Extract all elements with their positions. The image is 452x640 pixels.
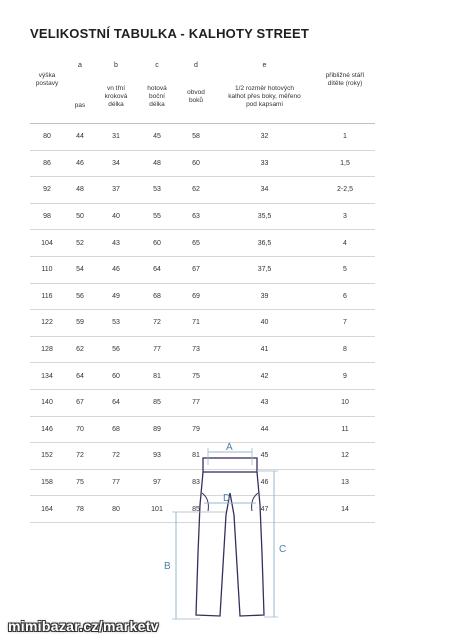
table-cell: 81	[178, 443, 214, 470]
table-cell: 65	[178, 230, 214, 257]
table-cell: 50	[64, 203, 96, 230]
table-cell: 78	[64, 496, 96, 523]
table-row	[30, 283, 375, 310]
table-cell: 60	[96, 363, 136, 390]
table-cell: 1	[315, 124, 375, 151]
table-cell: 71	[178, 310, 214, 337]
header-half-hip: 1/2 rozměr hotových kalhot přes boky, měřeno pod kapsami	[214, 70, 315, 124]
label-c: C	[279, 544, 287, 555]
table-row	[30, 310, 375, 337]
table-cell: 86	[30, 150, 64, 177]
table-cell: 40	[214, 310, 315, 337]
table-cell: 41	[214, 336, 315, 363]
table-row	[30, 389, 375, 416]
header-side-length: hotová boční délka	[136, 70, 178, 124]
pocket-left	[202, 493, 208, 511]
table-cell: 43	[214, 389, 315, 416]
table-cell: 67	[178, 256, 214, 283]
table-cell: 89	[136, 416, 178, 443]
table-row	[30, 230, 375, 257]
table-cell: 33	[214, 150, 315, 177]
letter-cell: b	[114, 61, 118, 69]
table-cell: 53	[96, 310, 136, 337]
table-cell: 44	[214, 416, 315, 443]
table-cell: 64	[96, 389, 136, 416]
table-cell: 80	[30, 124, 64, 151]
table-cell: 37,5	[214, 256, 315, 283]
table-cell: 47	[214, 496, 315, 523]
table-cell: 62	[178, 177, 214, 204]
table-cell: 110	[30, 256, 64, 283]
table-cell: 98	[30, 203, 64, 230]
header-height: výška postavy	[30, 70, 64, 124]
table-cell: 72	[64, 443, 96, 470]
table-cell: 46	[96, 256, 136, 283]
table-cell: 3	[315, 203, 375, 230]
pants-diagram	[160, 435, 300, 630]
table-cell: 77	[136, 336, 178, 363]
table-row	[30, 150, 375, 177]
table-cell: 13	[315, 469, 375, 496]
pocket-right	[252, 493, 258, 511]
table-cell: 146	[30, 416, 64, 443]
table-cell: 75	[64, 469, 96, 496]
table-cell: 10	[315, 389, 375, 416]
letter-cell: a	[78, 61, 82, 69]
table-cell: 54	[64, 256, 96, 283]
table-cell: 77	[178, 389, 214, 416]
table-cell: 14	[315, 496, 375, 523]
table-cell: 68	[96, 416, 136, 443]
letter-cell: e	[262, 61, 267, 69]
header-age: přibližné stáří dítěte (roky)	[315, 70, 375, 124]
table-cell: 7	[315, 310, 375, 337]
column-letters-row	[30, 60, 375, 70]
table-cell: 55	[136, 203, 178, 230]
table-cell: 64	[136, 256, 178, 283]
table-cell: 6	[315, 283, 375, 310]
table-cell: 85	[178, 496, 214, 523]
table-row	[30, 363, 375, 390]
table-cell: 45	[136, 124, 178, 151]
table-cell: 63	[178, 203, 214, 230]
table-row	[30, 177, 375, 204]
table-cell: 67	[64, 389, 96, 416]
table-cell: 73	[178, 336, 214, 363]
table-cell: 5	[315, 256, 375, 283]
table-row	[30, 203, 375, 230]
table-cell: 58	[178, 124, 214, 151]
table-cell: 11	[315, 416, 375, 443]
table-cell: 53	[136, 177, 178, 204]
table-cell: 128	[30, 336, 64, 363]
table-cell: 69	[178, 283, 214, 310]
table-cell: 45	[214, 443, 315, 470]
table-cell: 72	[136, 310, 178, 337]
table-cell: 40	[96, 203, 136, 230]
table-cell: 122	[30, 310, 64, 337]
table-cell: 62	[64, 336, 96, 363]
table-cell: 101	[136, 496, 178, 523]
table-cell: 164	[30, 496, 64, 523]
table-cell: 48	[64, 177, 96, 204]
table-cell: 60	[178, 150, 214, 177]
table-cell: 158	[30, 469, 64, 496]
page-title: VELIKOSTNÍ TABULKA - KALHOTY STREET	[30, 26, 310, 41]
table-cell: 36,5	[214, 230, 315, 257]
table-cell: 37	[96, 177, 136, 204]
letter-cell: c	[155, 61, 159, 69]
table-cell: 72	[96, 443, 136, 470]
table-cell: 1,5	[315, 150, 375, 177]
table-cell: 34	[214, 177, 315, 204]
table-cell: 60	[136, 230, 178, 257]
table-cell: 52	[64, 230, 96, 257]
table-cell: 85	[136, 389, 178, 416]
table-cell: 39	[214, 283, 315, 310]
table-cell: 77	[96, 469, 136, 496]
label-b: B	[164, 561, 171, 572]
table-cell: 4	[315, 230, 375, 257]
table-cell: 80	[96, 496, 136, 523]
header-hip: obvod boků	[178, 70, 214, 124]
table-cell: 134	[30, 363, 64, 390]
table-cell: 92	[30, 177, 64, 204]
table-cell: 31	[96, 124, 136, 151]
table-cell: 140	[30, 389, 64, 416]
table-cell: 46	[214, 469, 315, 496]
header-inseam: vn třní kroková délka	[96, 70, 136, 124]
watermark: mimibazar.cz/marketv	[8, 618, 159, 634]
table-cell: 93	[136, 443, 178, 470]
table-row	[30, 336, 375, 363]
table-cell: 79	[178, 416, 214, 443]
label-d: D	[223, 493, 231, 504]
letter-cell	[315, 60, 375, 70]
table-cell: 8	[315, 336, 375, 363]
table-cell: 75	[178, 363, 214, 390]
table-cell: 44	[64, 124, 96, 151]
table-cell: 116	[30, 283, 64, 310]
label-a: A	[226, 442, 233, 453]
table-cell: 83	[178, 469, 214, 496]
table-cell: 81	[136, 363, 178, 390]
table-row	[30, 124, 375, 151]
table-cell: 46	[64, 150, 96, 177]
table-cell: 48	[136, 150, 178, 177]
table-cell: 56	[96, 336, 136, 363]
table-cell: 34	[96, 150, 136, 177]
table-cell: 97	[136, 469, 178, 496]
table-cell: 42	[214, 363, 315, 390]
table-cell: 35,5	[214, 203, 315, 230]
waistband	[203, 458, 257, 472]
table-cell: 104	[30, 230, 64, 257]
table-row	[30, 256, 375, 283]
table-cell: 32	[214, 124, 315, 151]
table-cell: 152	[30, 443, 64, 470]
table-cell: 56	[64, 283, 96, 310]
table-cell: 70	[64, 416, 96, 443]
header-waist: pas	[64, 70, 96, 124]
table-cell: 2-2,5	[315, 177, 375, 204]
letter-cell: d	[194, 61, 198, 69]
table-cell: 59	[64, 310, 96, 337]
table-cell: 12	[315, 443, 375, 470]
table-cell: 68	[136, 283, 178, 310]
table-cell: 9	[315, 363, 375, 390]
header-row	[30, 70, 375, 124]
table-cell: 49	[96, 283, 136, 310]
table-cell: 64	[64, 363, 96, 390]
letter-cell	[30, 60, 64, 70]
table-cell: 43	[96, 230, 136, 257]
